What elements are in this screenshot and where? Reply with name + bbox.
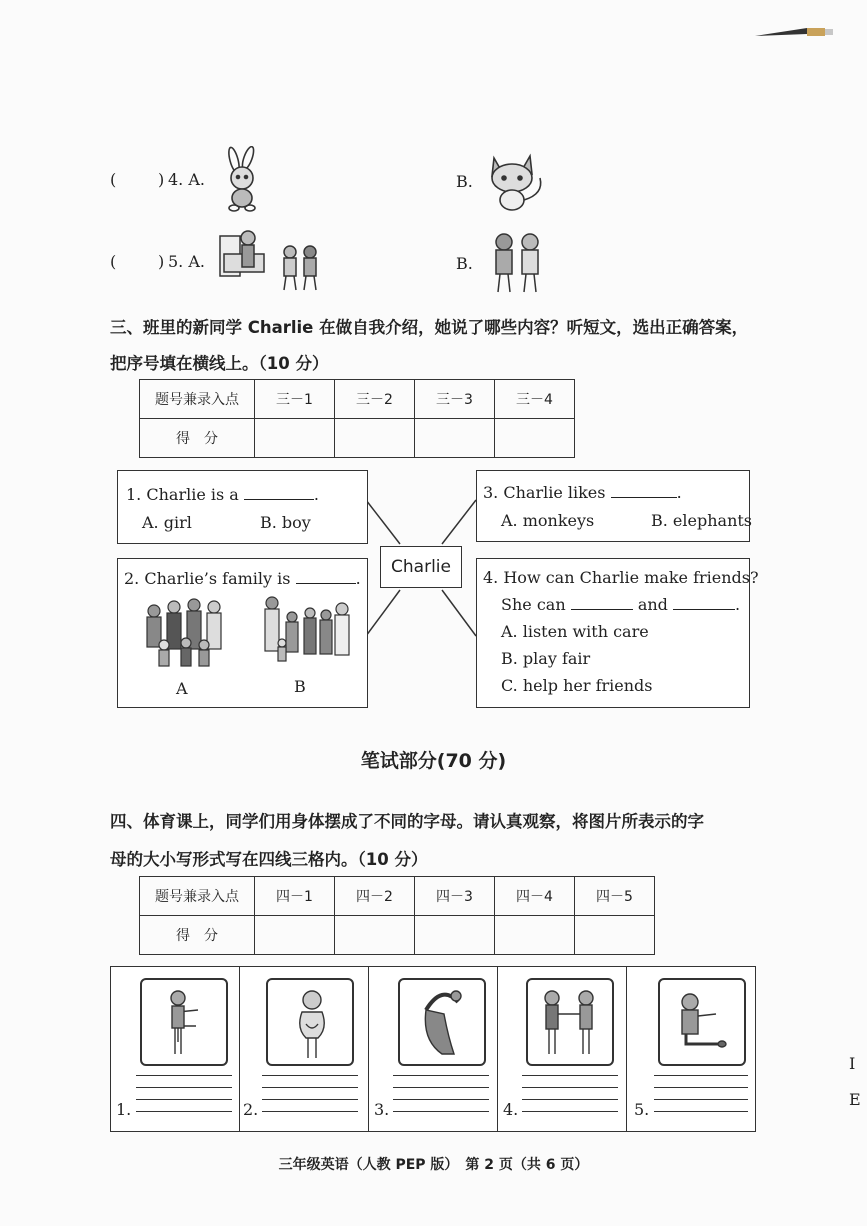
score-header-cell: 四－1 <box>255 877 335 916</box>
q1-end: . <box>313 485 320 504</box>
q1-option-a: A. girl <box>142 513 192 532</box>
q4-question: 4. How can Charlie make friends? <box>483 568 759 587</box>
score-input-cell[interactable] <box>495 916 575 955</box>
q5-number: 5. A. <box>168 252 205 271</box>
score-header-label: 题号兼录入点 <box>140 380 255 419</box>
letter-item-number: 3. <box>374 1100 390 1119</box>
score-header-cell: 三－3 <box>415 380 495 419</box>
cell-divider <box>239 966 240 1132</box>
q1-option-b: B. boy <box>260 513 311 532</box>
score-header-label: 题号兼录入点 <box>140 877 255 916</box>
cell-divider <box>626 966 627 1132</box>
cell-divider <box>497 966 498 1132</box>
part3-q1-box <box>117 470 368 544</box>
letter-item-number: 2. <box>243 1100 259 1119</box>
score-header-cell: 四－5 <box>575 877 655 916</box>
q4-answer-blank-1[interactable] <box>571 608 633 610</box>
score-input-cell[interactable] <box>415 916 495 955</box>
q4-number: 4. A. <box>168 170 205 189</box>
page-footer: 三年级英语（人教 PEP 版） 第 2 页（共 6 页） <box>278 1157 589 1173</box>
letter-picture-4 <box>526 978 614 1066</box>
part3-q2-box <box>117 558 368 708</box>
center-name-label: Charlie <box>380 546 462 588</box>
q4-line2-end: . <box>735 595 741 614</box>
letter-item-number: 4. <box>503 1100 519 1119</box>
q1-text: 1. Charlie is a <box>126 485 239 504</box>
q2-end: . <box>355 569 361 588</box>
letter-picture-3 <box>398 978 486 1066</box>
score-input-cell[interactable] <box>575 916 655 955</box>
score-header-cell: 三－2 <box>335 380 415 419</box>
q1-answer-blank[interactable] <box>244 498 314 500</box>
write-area-3[interactable] <box>393 1072 489 1116</box>
letter-item-number: 5. <box>634 1100 650 1119</box>
q2-text: 2. Charlie’s family is <box>124 569 291 588</box>
q3-text: 3. Charlie likes <box>483 483 606 502</box>
q4-paren: ( <box>110 170 117 189</box>
q4-line2-start: She can <box>501 595 566 614</box>
write-area-5[interactable] <box>654 1072 748 1116</box>
edge-text: I <box>849 1054 856 1073</box>
q3-answer-blank[interactable] <box>611 496 677 498</box>
cell-divider <box>368 966 369 1132</box>
q5-paren-close: ) <box>158 252 165 271</box>
score-header-cell: 四－3 <box>415 877 495 916</box>
q5-option-b: B. <box>456 254 473 273</box>
q3-end: . <box>676 483 682 502</box>
score-row-label: 得 分 <box>140 916 255 955</box>
q5-paren: ( <box>110 252 117 271</box>
letter-item-number: 1. <box>116 1100 132 1119</box>
score-header-cell: 四－2 <box>335 877 415 916</box>
part3-q4-box <box>476 558 759 708</box>
q4-option-c: C. help her friends <box>501 676 653 695</box>
q4-option-b: B. play fair <box>501 649 591 668</box>
q4-line2-mid: and <box>637 595 668 614</box>
part4-title-line2: 母的大小写形式写在四线三格内。（10 分） <box>110 850 428 869</box>
part4-title-line1: 四、体育课上，同学们用身体摆成了不同的字母。请认真观察，将图片所表示的字 <box>110 812 704 831</box>
q4-answer-blank-2[interactable] <box>673 608 735 610</box>
q3-option-b: B. elephants <box>651 511 753 530</box>
score-header-cell: 四－4 <box>495 877 575 916</box>
family-b-image <box>260 593 352 677</box>
part3-q3-box <box>476 470 753 542</box>
family-a-image <box>142 597 234 677</box>
letter-picture-1 <box>140 978 228 1066</box>
part3-title-line2: 把序号填在横线上。（10 分） <box>110 354 329 373</box>
score-header-cell: 三－1 <box>255 380 335 419</box>
letter-picture-5 <box>658 978 746 1066</box>
edge-text: E <box>849 1090 861 1109</box>
q4-option-b: B. <box>456 172 473 191</box>
part3-title-line1: 三、班里的新同学 Charlie 在做自我介绍，她说了哪些内容？听短文，选出正确答案， <box>110 318 749 337</box>
write-area-4[interactable] <box>522 1072 618 1116</box>
part4-score-table <box>139 876 655 955</box>
q2-option-b: B <box>294 677 306 696</box>
q2-option-a: A <box>176 679 188 698</box>
q3-option-a: A. monkeys <box>501 511 595 530</box>
score-row-label: 得 分 <box>140 419 255 458</box>
score-input-cell[interactable] <box>255 916 335 955</box>
score-header-cell: 三－4 <box>495 380 575 419</box>
q4-option-a: A. listen with care <box>501 622 649 641</box>
written-section-title: 笔试部分(70 分) <box>360 750 507 772</box>
q4-paren-close: ) <box>158 170 165 189</box>
write-area-2[interactable] <box>262 1072 358 1116</box>
letter-picture-2 <box>266 978 354 1066</box>
q2-answer-blank[interactable] <box>296 582 356 584</box>
write-area-1[interactable] <box>136 1072 232 1116</box>
score-input-cell[interactable] <box>335 916 415 955</box>
